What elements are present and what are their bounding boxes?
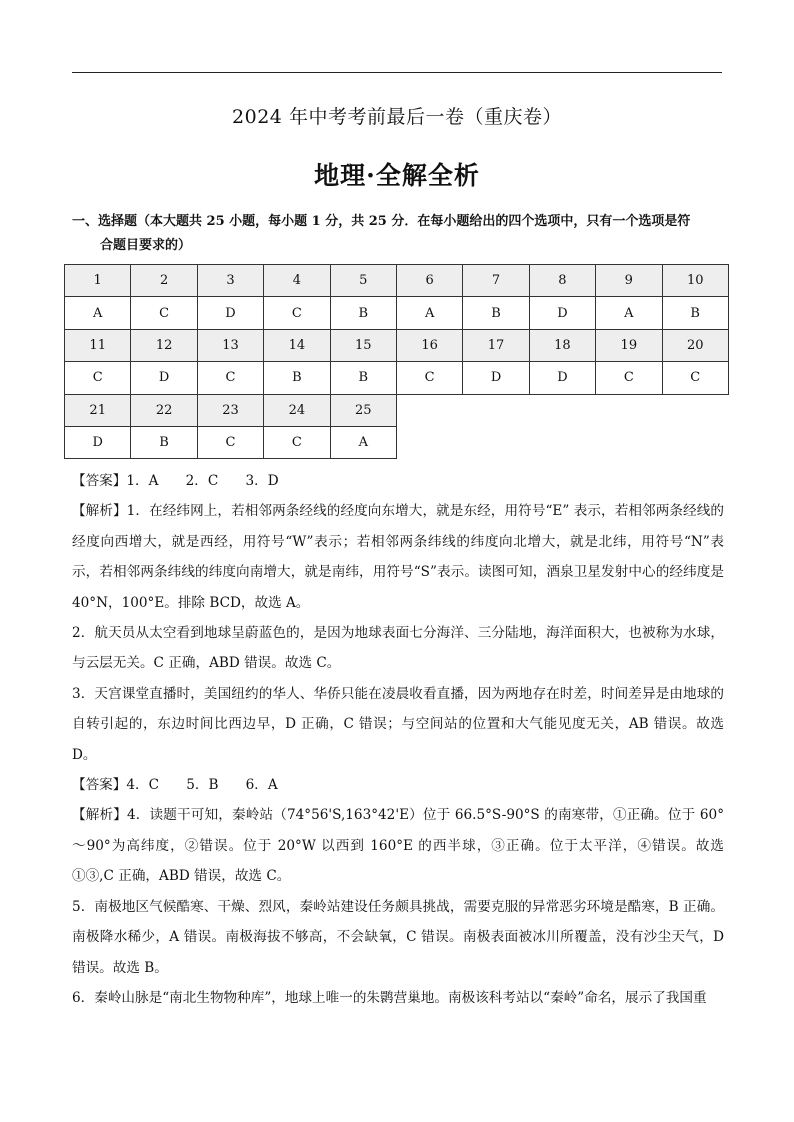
top-rule: [72, 72, 722, 73]
table-cell: 24: [264, 394, 330, 426]
analysis-paragraph: 【解析】1．在经纬网上，若相邻两条经线的经度向东增大，就是东经，用符号“E” 表示，若相邻两条经线的经度向西增大，就是西经，用符号“W”表示；若相邻两条纬线的纬度向北增大，就是北纬，用符号“N”表示，若相邻两条纬线的纬度向南增大，就是南纬，用符号“S”表示。读图可知，酒泉卫星发射中心的经纬度是 40°N，100°E。排除 BCD，故选 A。: [72, 503, 724, 611]
answer-line: 【答案】1．A 2．C 3．D: [72, 473, 279, 489]
page-subtitle: 地理·全解全析: [314, 161, 480, 190]
table-cell: D: [65, 426, 131, 458]
table-cell: 25: [330, 394, 396, 426]
table-cell: C: [197, 426, 263, 458]
table-cell: B: [131, 426, 197, 458]
analysis-paragraph: 6．秦岭山脉是“南北生物物种库”，地球上唯一的朱鹮营巢地。南极该科考站以“秦岭”命名，展示了我国重: [72, 989, 707, 1006]
table-cell: C: [197, 362, 263, 394]
table-cell: 8: [529, 265, 595, 297]
table-row: [65, 329, 729, 361]
table-cell: 10: [662, 265, 728, 297]
table-cell: 21: [65, 394, 131, 426]
empty-cell: [596, 426, 662, 458]
table-row: [65, 426, 729, 458]
table-cell: 15: [330, 329, 396, 361]
table-row: [65, 362, 729, 394]
table-cell: B: [264, 362, 330, 394]
table-cell: C: [264, 297, 330, 329]
table-row: [65, 297, 729, 329]
table-cell: 2: [131, 265, 197, 297]
table-cell: D: [197, 297, 263, 329]
table-cell: 16: [396, 329, 462, 361]
table-row: [65, 394, 729, 426]
section-heading-line1: 一、选择题（本大题共 25 小题，每小题 1 分，共 25 分．在每小题给出的四个选项中，只有一个选项是符: [72, 214, 691, 229]
answer-table: [64, 264, 729, 459]
empty-cell: [662, 394, 728, 426]
table-cell: D: [131, 362, 197, 394]
table-cell: 14: [264, 329, 330, 361]
table-cell: 17: [463, 329, 529, 361]
table-cell: D: [463, 362, 529, 394]
table-cell: B: [463, 297, 529, 329]
table-cell: C: [65, 362, 131, 394]
empty-cell: [463, 426, 529, 458]
table-cell: 7: [463, 265, 529, 297]
empty-cell: [662, 426, 728, 458]
table-cell: 9: [596, 265, 662, 297]
section-heading-line2: 合题目要求的）: [100, 238, 192, 253]
table-cell: 3: [197, 265, 263, 297]
table-cell: 18: [529, 329, 595, 361]
table-cell: 6: [396, 265, 462, 297]
empty-cell: [396, 394, 462, 426]
table-cell: 11: [65, 329, 131, 361]
table-cell: D: [529, 297, 595, 329]
table-cell: A: [396, 297, 462, 329]
table-cell: 13: [197, 329, 263, 361]
table-cell: B: [330, 297, 396, 329]
table-cell: C: [264, 426, 330, 458]
page-title: 2024 年中考考前最后一卷（重庆卷）: [232, 106, 562, 128]
empty-cell: [596, 394, 662, 426]
table-cell: B: [662, 297, 728, 329]
table-cell: A: [65, 297, 131, 329]
table-cell: 4: [264, 265, 330, 297]
empty-cell: [529, 426, 595, 458]
answer-line: 【答案】4．C 5．B 6．A: [72, 777, 278, 794]
empty-cell: [529, 394, 595, 426]
table-cell: 20: [662, 329, 728, 361]
analysis-paragraph: 【解析】4．读题干可知，秦岭站（74°56'S,163°42'E）位于 66.5°S-90°S 的南寒带，①正确。位于 60°～90°为高纬度，②错误。位于 20°W 以西到 160°E 的西半球，③正确。位于太平洋，④错误。故选①③,C 正确，ABD 错误，故选 C。: [72, 807, 724, 885]
analysis-paragraph: 2．航天员从太空看到地球呈蔚蓝色的，是因为地球表面七分海洋、三分陆地，海洋面积大，也被称为水球，与云层无关。C 正确，ABD 错误。故选 C。: [72, 625, 724, 672]
table-cell: 19: [596, 329, 662, 361]
empty-cell: [396, 426, 462, 458]
table-cell: C: [596, 362, 662, 394]
empty-cell: [463, 394, 529, 426]
table-cell: 1: [65, 265, 131, 297]
table-cell: B: [330, 362, 396, 394]
table-cell: 22: [131, 394, 197, 426]
table-row: [65, 265, 729, 297]
table-cell: 23: [197, 394, 263, 426]
table-cell: A: [330, 426, 396, 458]
analysis-paragraph: 5．南极地区气候酷寒、干燥、烈风，秦岭站建设任务颇具挑战，需要克服的异常恶劣环境是酷寒，B 正确。南极降水稀少，A 错误。南极海拔不够高，不会缺氧，C 错误。南极表面被冰川所覆盖，没有沙尘天气，D 错误。故选 B。: [72, 898, 724, 976]
table-cell: D: [529, 362, 595, 394]
analysis-paragraph: 3．天宫课堂直播时，美国纽约的华人、华侨只能在凌晨收看直播，因为两地存在时差，时间差异是由地球的自转引起的，东边时间比西边早，D 正确，C 错误；与空间站的位置和大气能见度无关，AB 错误。故选 D。: [72, 685, 724, 763]
table-cell: C: [662, 362, 728, 394]
analysis-body: [72, 466, 724, 1013]
table-cell: 5: [330, 265, 396, 297]
table-cell: C: [396, 362, 462, 394]
table-cell: 12: [131, 329, 197, 361]
table-cell: A: [596, 297, 662, 329]
table-cell: C: [131, 297, 197, 329]
section-heading: [72, 210, 728, 258]
